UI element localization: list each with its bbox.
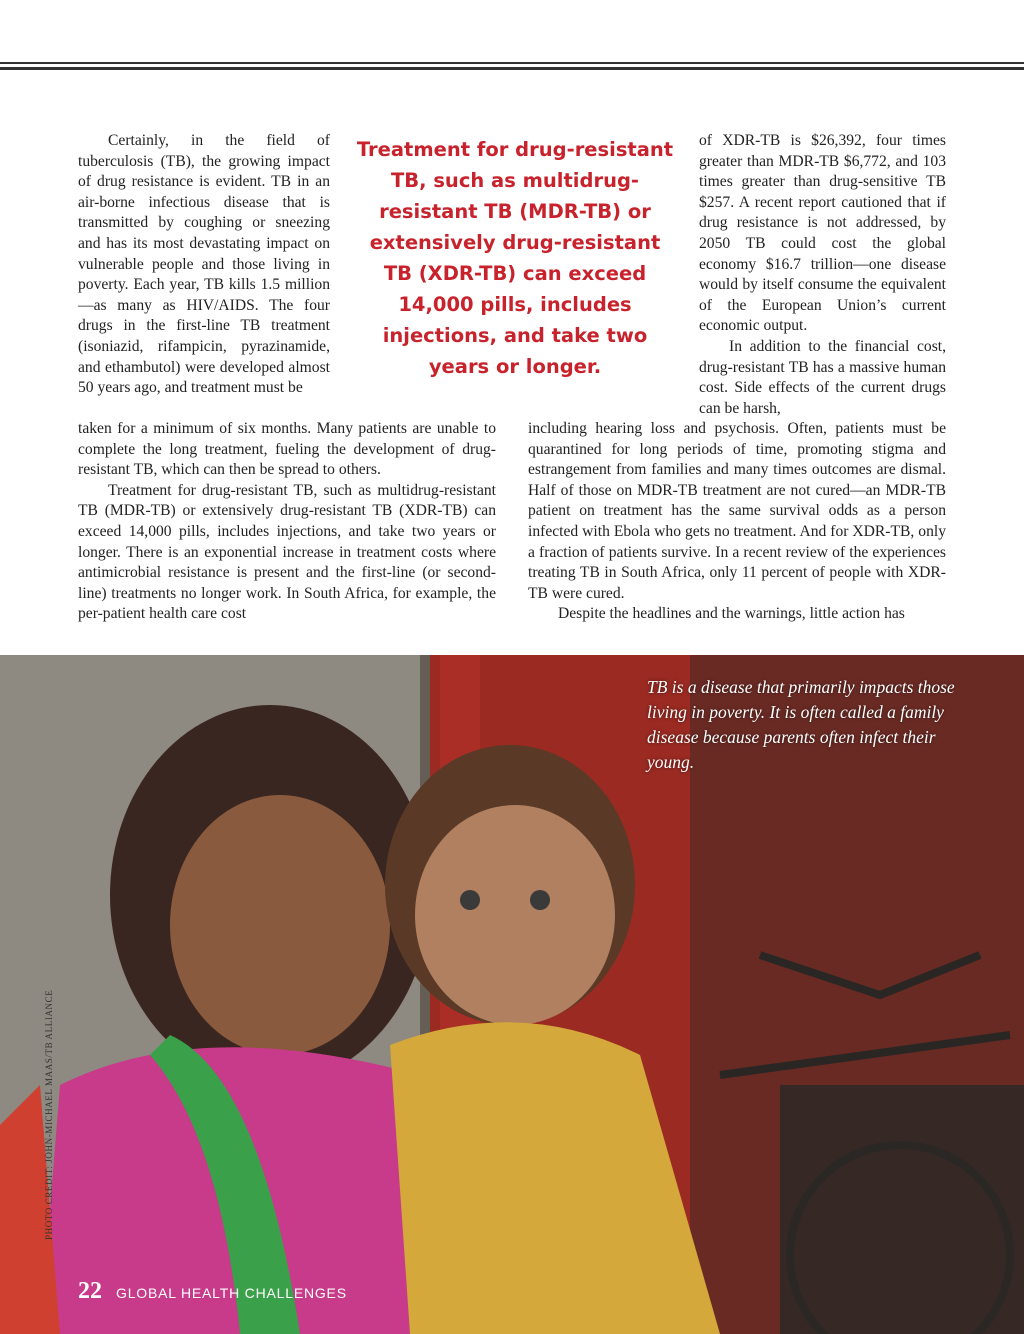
paragraph: Certainly, in the field of tuberculosis (TB), the growing impact of drug resistance is evident. TB in an air-borne infectious disease that is transmitted by coughing or sneezing and has its most devastating impact on vulnerable people and those living in poverty. Each year, TB kills 1.5 million—as many as HIV/AIDS. The four drugs in the first-line TB treatment (isoniazid, rifampicin, pyrazinamide, and ethambutol) were developed almost 50 years ago, and treatment must be xyxy=(78,132,330,397)
paragraph: of XDR-TB is $26,392, four times greater than MDR-TB $6,772, and 103 times greater than drug-sensitive TB $257. A recent report cautioned that if drug resistance is not addressed, by 2050 TB could cost the global economy $16.7 trillion—one disease would by itself consume the equivalent of the European Union’s current economic output. xyxy=(699,132,946,335)
photo-credit: PHOTO CREDIT: JOHN-MICHAEL MAAS/TB ALLIANCE xyxy=(44,989,54,1240)
column-1-bottom xyxy=(78,419,496,625)
page-number: 22 xyxy=(78,1278,102,1304)
feature-photo xyxy=(0,655,1024,1334)
column-3-top xyxy=(699,131,946,419)
paragraph: Despite the headlines and the warnings, little action has xyxy=(558,605,905,623)
paragraph: Treatment for drug-resistant TB, such as multidrug-resistant TB (MDR-TB) or extensively drug-resistant TB (XDR-TB) can exceed 14,000 pills, includes injections, and take two years or longer. There is an exponential increase in treatment costs where antimicrobial resistance is present and the first-line (or second-line) treatments no longer work. In South Africa, for example, the per-patient health care cost xyxy=(78,481,496,623)
paragraph: including hearing loss and psychosis. Often, patients must be quarantined for long periods of time, promoting stigma and estrangement from families and many times outcomes are dismal. Half of those on MDR-TB treatment are not cured—an MDR-TB patient on treatment has the same survival odds as a person infected with Ebola who gets no treatment. And for XDR-TB, only a fraction of patients survive. In a recent review of the experiences treating TB in South Africa, only 11 percent of people with XDR-TB were cured. xyxy=(528,420,946,602)
section-title: GLOBAL HEALTH CHALLENGES xyxy=(116,1285,347,1301)
paragraph: taken for a minimum of six months. Many patients are unable to complete the long treatment, fueling the development of drug-resistant TB, which can then be spread to others. xyxy=(78,420,496,479)
paragraph: In addition to the financial cost, drug-resistant TB has a massive human cost. Side effects of the current drugs can be harsh, xyxy=(699,337,946,417)
column-2-bottom xyxy=(528,419,946,625)
photo-caption: TB is a disease that primarily impacts those living in poverty. It is often called a family disease because parents often infect their young. xyxy=(647,677,955,772)
header-rule-top xyxy=(0,62,1024,64)
header-rule-bottom xyxy=(0,67,1024,70)
column-1-top xyxy=(78,131,330,399)
pull-quote: Treatment for drug-resistant TB, such as multidrug-resistant TB (MDR-TB) or extensively drug-resistant TB (XDR-TB) can exceed 14,000 pills, includes injections, and take two years or longer. xyxy=(356,138,674,378)
page-footer xyxy=(78,1278,347,1305)
